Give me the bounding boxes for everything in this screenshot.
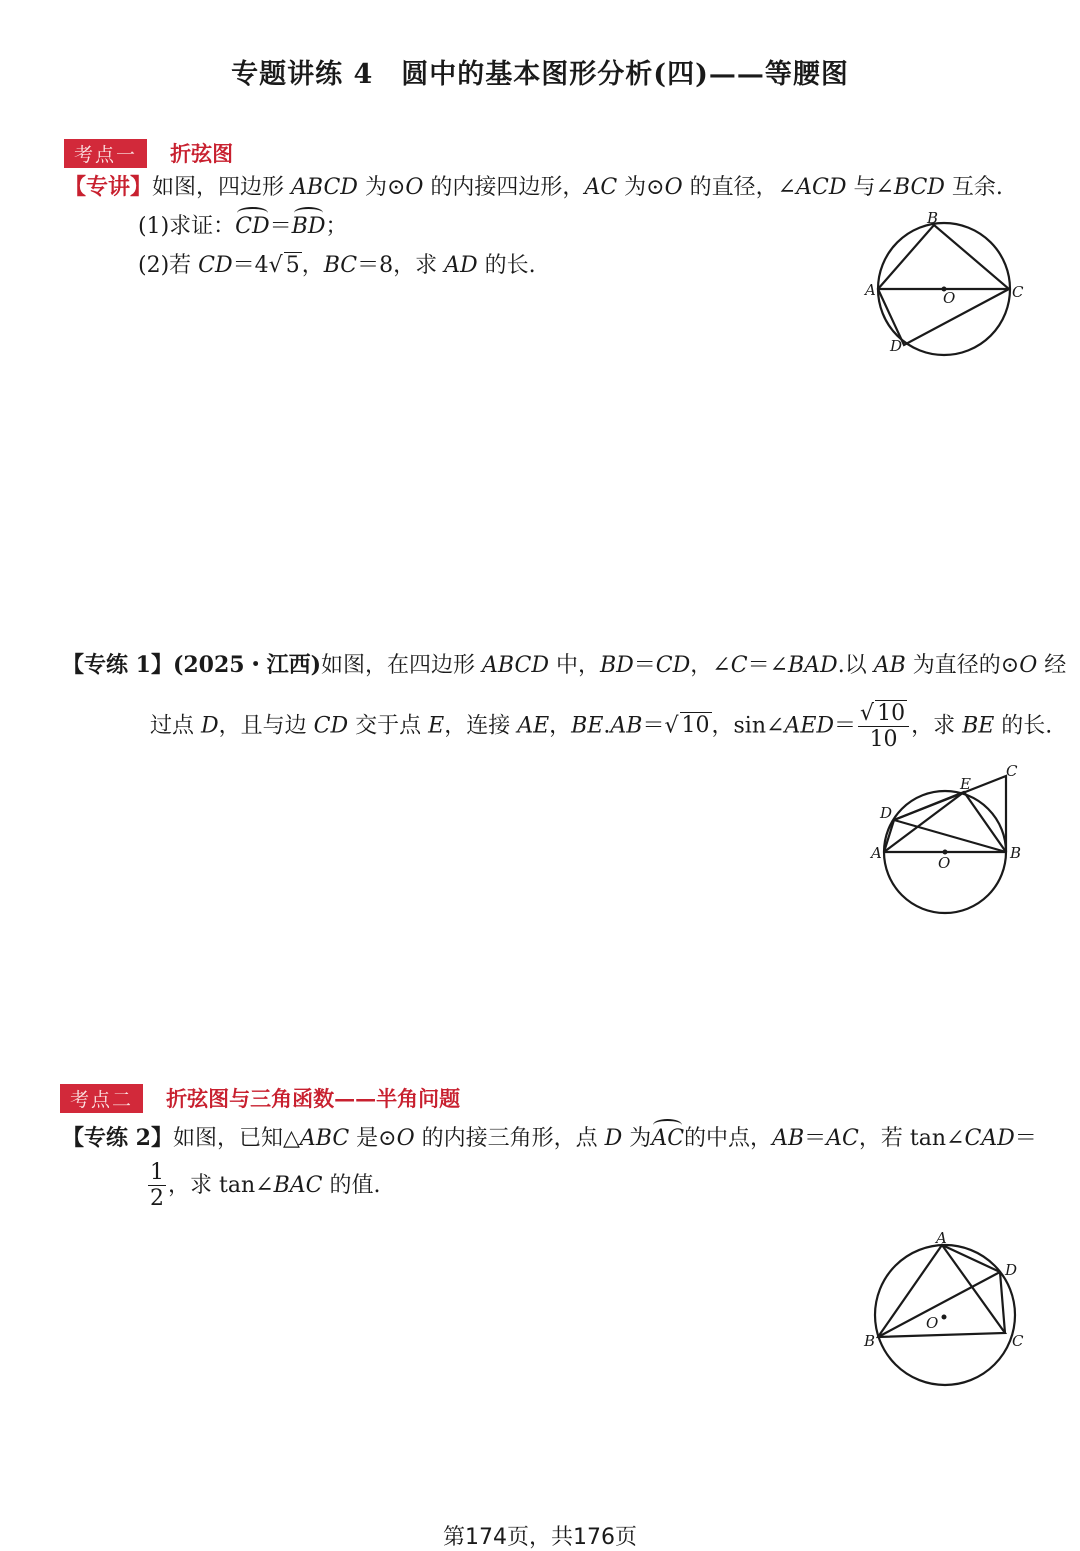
text: CD	[313, 713, 349, 739]
text: BD	[599, 653, 634, 678]
text: AE	[517, 713, 550, 739]
text: ＝	[834, 713, 857, 739]
label-b: B	[927, 209, 939, 227]
practice-tag: 【专练 1】	[62, 652, 173, 678]
text: ＝	[1014, 1126, 1037, 1151]
text: CD	[198, 253, 233, 278]
segment-bd	[878, 1272, 1000, 1337]
practice-source: (2025・江西)	[172, 652, 322, 678]
sqrt-value: 5	[285, 253, 300, 278]
text: ＝	[804, 1126, 827, 1151]
center-point	[942, 1315, 947, 1320]
text: ＝	[269, 214, 292, 239]
section-title: 折弦图	[170, 141, 234, 166]
text: ，	[549, 713, 572, 739]
text: 为⊙	[357, 175, 406, 200]
section-tag: 考点二	[60, 1084, 143, 1113]
text: 的值.	[322, 1172, 381, 1198]
text: ＝∠	[747, 653, 788, 678]
text: AC	[826, 1126, 859, 1151]
section-header-1	[64, 138, 233, 168]
fraction-denominator: 2	[150, 1186, 164, 1212]
fraction-one-half	[148, 1160, 166, 1212]
figure-1-diagram	[860, 205, 1040, 365]
text: ，若 tan∠	[858, 1126, 965, 1151]
arc-ac: AC	[651, 1122, 684, 1152]
text: AC	[584, 175, 618, 200]
label-d: D	[1005, 1261, 1018, 1279]
label-b: B	[1010, 844, 1022, 862]
text: O	[396, 1126, 415, 1151]
text: ，	[301, 253, 324, 278]
text: ＝	[633, 653, 656, 678]
practice-1-line-2: 过点 D，且与边 CD 交于点 E，连接 AE，BE.AB＝√ 10，sin∠AED＝ $\frac{√ 10}{10}$ ，求 BE 的长.	[150, 701, 1053, 753]
text: ；	[325, 214, 348, 239]
text: AB	[610, 713, 643, 739]
fraction-numerator: 1	[150, 1160, 164, 1185]
text: BE	[962, 713, 995, 739]
text: CAD	[964, 1126, 1015, 1151]
fraction-denominator: 10	[869, 727, 898, 753]
text: 为直径的⊙	[905, 653, 1020, 678]
section-header-2	[60, 1083, 460, 1113]
text: (2)若	[138, 253, 199, 278]
question-2: (2)若 CD＝4√ 5，BC＝8，求 AD 的长.	[138, 253, 536, 278]
text: ABCD	[291, 175, 358, 200]
text: 的长.	[994, 713, 1053, 739]
figure-3-diagram	[860, 1225, 1040, 1395]
text: CD	[655, 653, 691, 678]
figure-2-diagram	[860, 758, 1040, 918]
text: BCD	[893, 175, 945, 200]
label-o: O	[926, 1314, 939, 1332]
fraction-numerator: 10	[877, 701, 906, 726]
label-o: O	[943, 289, 956, 307]
text: ABC	[299, 1126, 350, 1151]
section-title: 折弦图与三角函数——半角问题	[166, 1086, 461, 1111]
text: 的长.	[477, 253, 536, 278]
text: AED	[784, 713, 835, 739]
text: AD	[444, 253, 478, 278]
label-d: D	[890, 337, 903, 355]
text: 如图，在四边形	[321, 653, 483, 678]
text: ＝8，求	[357, 253, 445, 278]
text: 如图，四边形	[152, 175, 292, 200]
text: ，求	[911, 713, 963, 739]
text: ＝	[642, 713, 665, 739]
label-c: C	[1006, 762, 1018, 780]
label-c: C	[1012, 283, 1024, 301]
text: 与∠	[846, 175, 894, 200]
label-a: A	[871, 844, 882, 862]
text: AB	[772, 1126, 805, 1151]
label-c: C	[1012, 1332, 1024, 1350]
text: O	[405, 175, 424, 200]
sqrt-value: 10	[681, 713, 710, 739]
problem-statement	[64, 174, 1003, 201]
text: D	[604, 1126, 623, 1151]
text: 的内接四边形，	[423, 175, 585, 200]
segment-db	[894, 820, 1006, 852]
text: ABCD	[482, 653, 549, 678]
text: E	[428, 713, 445, 739]
label-e: E	[960, 775, 971, 793]
text: O	[1019, 653, 1038, 678]
text: ，∠	[690, 653, 731, 678]
text: 经	[1037, 653, 1067, 678]
label-a: A	[936, 1229, 947, 1247]
text: AB	[873, 653, 906, 678]
text: 如图，已知△	[172, 1126, 300, 1151]
text: ACD	[796, 175, 847, 200]
text: 为⊙	[617, 175, 665, 200]
text: 互余.	[944, 175, 1003, 200]
text: ，且与边	[218, 713, 314, 739]
text: 的中点，	[684, 1126, 773, 1151]
text: BAC	[273, 1172, 323, 1198]
text: (1)求证：	[138, 214, 236, 239]
text: ＝4	[232, 253, 269, 278]
segment-ae	[884, 792, 964, 852]
text: BC	[323, 253, 358, 278]
text: BAD	[788, 653, 838, 678]
text: 为	[622, 1126, 652, 1151]
text: ，求 tan∠	[168, 1172, 274, 1198]
practice-tag: 【专练 2】	[62, 1125, 173, 1151]
practice-2-line-1	[62, 1122, 1037, 1152]
text: C	[730, 653, 748, 678]
problem-tag: 【专讲】	[64, 174, 153, 200]
path-d-c-b	[894, 776, 1006, 852]
text: 是⊙	[349, 1126, 397, 1151]
text: 交于点	[348, 713, 429, 739]
practice-2-line-2	[146, 1160, 380, 1212]
page-title: 专题讲练 4 圆中的基本图形分析(四)——等腰图	[231, 59, 849, 90]
text: 的直径，∠	[682, 175, 797, 200]
text: 的内接三角形，点	[414, 1126, 605, 1151]
section-tag: 考点一	[64, 139, 147, 168]
practice-1-line-1	[62, 652, 1066, 679]
text: ，sin∠	[711, 713, 785, 739]
text: BE	[571, 713, 604, 739]
text: 过点	[150, 713, 201, 739]
label-d: D	[880, 804, 893, 822]
text: D	[201, 713, 219, 739]
text: ，连接	[444, 713, 518, 739]
arc-cd: CD	[235, 210, 269, 240]
page-footer: 第174页，共176页	[443, 1525, 637, 1550]
label-a: A	[865, 281, 876, 299]
text: .	[603, 713, 611, 739]
fraction-sqrt10-over-10: $\frac{√ 10}{10}$	[858, 700, 909, 753]
text: O	[664, 175, 683, 200]
text: .以	[837, 653, 874, 678]
label-b: B	[864, 1332, 876, 1350]
label-o: O	[938, 854, 951, 872]
arc-bd: BD	[292, 210, 326, 240]
question-1	[138, 210, 348, 240]
text: 中，	[548, 653, 600, 678]
